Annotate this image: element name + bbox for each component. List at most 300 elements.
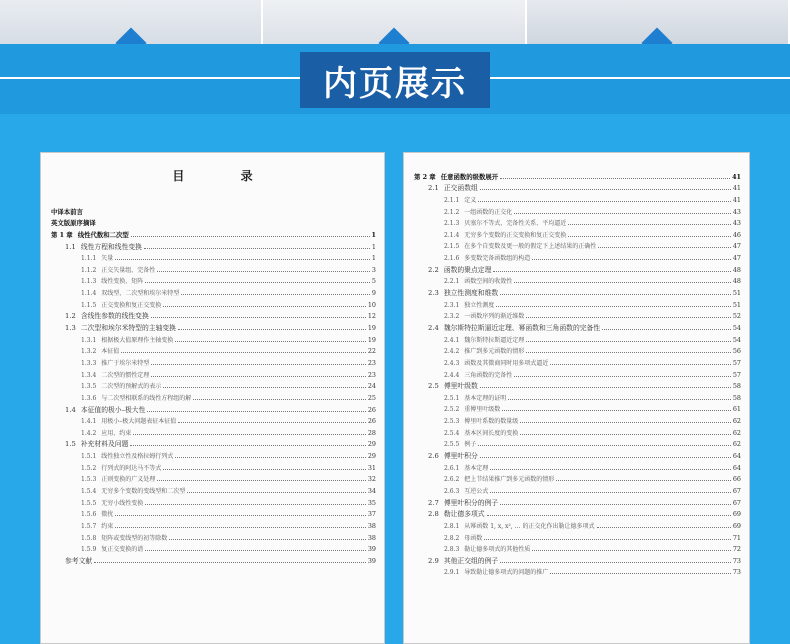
toc-leader-dots	[602, 329, 731, 330]
toc-entry-text: 重傅里叶级数	[464, 406, 501, 414]
toc-entry	[51, 530, 376, 542]
toc-entry-text: 含线性参数的线性变换	[80, 312, 149, 321]
toc-entry-text: 函数及其微商同时用多项式逼近	[464, 359, 549, 367]
toc-leader-dots	[478, 201, 731, 202]
toc-entry-number: 1.5.3	[81, 476, 97, 484]
toc-leader-dots	[478, 445, 731, 446]
arrow-marker-icon	[115, 27, 146, 44]
toc-entry	[414, 507, 741, 519]
toc-entry-number: 1.1.1	[81, 255, 97, 263]
toc-entry-number: 2.1.4	[444, 231, 460, 239]
toc-list-right	[414, 169, 741, 576]
toc-leader-dots	[163, 387, 366, 388]
toc-entry	[51, 251, 376, 263]
toc-entry	[414, 262, 741, 274]
toc-entry-title	[51, 486, 185, 495]
toc-page-number: 57	[732, 358, 741, 367]
toc-entry-text: 基本定理的证明	[464, 394, 507, 402]
toc-page-number: 64	[732, 452, 741, 461]
toc-entry	[414, 565, 741, 577]
toc-entry-title	[51, 370, 149, 379]
toc-entry-text: 二次型的惯性定理	[101, 371, 150, 379]
toc-entry-number: 1.3.6	[81, 394, 97, 402]
toc-leader-dots	[550, 364, 731, 365]
toc-entry-number: 1.2	[65, 312, 76, 321]
toc-page-number: 69	[732, 510, 741, 519]
toc-leader-dots	[151, 376, 366, 377]
toc-entry	[414, 169, 741, 181]
toc-entry-title	[414, 218, 566, 227]
toc-page-number: 47	[732, 254, 741, 263]
toc-entry-number: 1.5.1	[81, 453, 97, 461]
toc-entry-title	[51, 381, 161, 390]
toc-entry-number: 1.1	[65, 242, 76, 251]
toc-entry-title	[414, 322, 600, 332]
toc-entry-number: 2.2	[428, 265, 439, 274]
toc-heading: 目 录	[172, 169, 279, 183]
toc-leader-dots	[496, 306, 731, 307]
toc-entry-text: 本征值	[101, 348, 120, 356]
toc-leader-dots	[131, 236, 370, 237]
toc-entry	[51, 285, 376, 297]
toc-page-number: 38	[367, 521, 376, 530]
toc-entry-number: 2.4.2	[444, 348, 460, 356]
toc-entry-text: 推广于埃尔米特型	[101, 359, 150, 367]
toc-entry	[414, 472, 741, 484]
toc-entry	[414, 553, 741, 565]
toc-leader-dots	[144, 248, 370, 249]
toc-entry-text: 正交变换和复正交变换	[101, 301, 162, 309]
toc-entry-title	[51, 438, 128, 448]
toc-entry-text: 无穷小线性变换	[101, 499, 144, 507]
toc-page-number: 73	[732, 556, 741, 565]
product-photo	[0, 0, 263, 44]
toc-entry-number: 1.4.2	[81, 429, 97, 437]
toc-entry-number: 2.6.1	[444, 464, 460, 472]
toc-leader-dots	[181, 294, 370, 295]
toc-leader-dots	[500, 178, 730, 179]
toc-entry-title	[414, 521, 595, 530]
toc-entry-number: 2.1.2	[444, 208, 460, 216]
toc-entry-text: 用极小–极大问题表征本征值	[101, 418, 177, 426]
toc-entry-text: 函数的聚点定理	[443, 265, 492, 274]
toc-list-left	[51, 204, 376, 565]
toc-entry-number: 2.3	[428, 289, 439, 298]
toc-page-number: 9	[371, 289, 376, 298]
toc-leader-dots	[568, 236, 731, 237]
toc-entry-title	[51, 474, 155, 483]
toc-page-number: 58	[732, 382, 741, 391]
toc-entry-title	[414, 264, 491, 274]
toc-entry	[414, 239, 741, 251]
toc-entry-number: 1.5.5	[81, 499, 97, 507]
toc-entry-text: 独立性测度	[464, 301, 495, 309]
toc-leader-dots	[157, 271, 370, 272]
toc-entry-title	[414, 358, 548, 367]
toc-entry-text: 多变数完备函数组的构造	[464, 255, 531, 263]
toc-entry-title	[51, 416, 176, 425]
toc-entry	[51, 227, 376, 239]
toc-entry-text: 正交函数组	[443, 184, 478, 193]
toc-page-number: 39	[367, 545, 376, 554]
toc-entry-title	[51, 310, 149, 320]
toc-entry-text: 其他正交组的例子	[443, 556, 499, 565]
toc-entry-title	[414, 393, 506, 402]
toc-entry	[414, 297, 741, 309]
toc-entry-number: 2.1.5	[444, 243, 460, 251]
toc-entry-number: 2.1	[428, 184, 439, 193]
toc-entry-number: 1.1.4	[81, 290, 97, 298]
toc-entry-text: 导致勒让德多项式的问题的推广	[464, 569, 549, 577]
toc-leader-dots	[500, 294, 731, 295]
toc-entry-title	[414, 533, 482, 542]
toc-page-number: 31	[367, 463, 376, 472]
toc-page-number: 1	[371, 254, 376, 263]
toc-entry-number: 2.4.3	[444, 359, 460, 367]
toc-page-number: 29	[367, 440, 376, 449]
toc-entry-title	[414, 230, 566, 239]
toc-entry-title	[414, 172, 498, 181]
toc-entry-text: 在多个自变数及更一般的假定下上述结果的正确性	[464, 243, 597, 251]
toc-entry-number: 2.1.1	[444, 196, 460, 204]
toc-leader-dots	[193, 399, 366, 400]
toc-leader-dots	[94, 562, 366, 563]
toc-entry-text: 中译本前言	[51, 207, 83, 216]
toc-leader-dots	[514, 376, 731, 377]
toc-page-number: 32	[367, 475, 376, 484]
toc-entry-title	[414, 253, 530, 262]
toc-entry-number: 2.9	[428, 556, 439, 565]
toc-entry	[51, 239, 376, 251]
toc-entry-title	[51, 335, 173, 344]
toc-entry-text: 从幂函数 1, x, x², … 的正交化作出勒让德多项式	[464, 522, 595, 530]
toc-page-number: 19	[367, 335, 376, 344]
toc-leader-dots	[178, 422, 366, 423]
toc-entry-title	[414, 555, 498, 565]
toc-entry	[414, 530, 741, 542]
toc-entry-title	[51, 498, 143, 507]
toc-entry-text: 一函数序列的渐近维数	[464, 313, 525, 321]
toc-entry-title	[51, 207, 83, 216]
toc-entry-title	[51, 451, 173, 460]
toc-entry	[51, 390, 376, 402]
toc-entry-text: 根据极大值原理作主轴变换	[101, 336, 174, 344]
toc-page-number: 12	[367, 312, 376, 321]
toc-page-number: 57	[732, 370, 741, 379]
toc-entry-text: 应用、约束	[101, 429, 132, 437]
toc-entry-title	[51, 241, 142, 251]
toc-entry-number: 1.3.3	[81, 359, 97, 367]
toc-entry	[414, 192, 741, 204]
toc-leader-dots	[178, 329, 366, 330]
toc-page-number: 48	[732, 277, 741, 286]
toc-page-number: 58	[732, 393, 741, 402]
toc-leader-dots	[484, 539, 731, 540]
toc-page-number: 54	[732, 335, 741, 344]
toc-entry-title	[414, 544, 530, 553]
toc-entry-title	[414, 195, 476, 204]
toc-entry	[414, 250, 741, 262]
toc-leader-dots	[133, 434, 366, 435]
toc-leader-dots	[115, 527, 366, 528]
toc-page-number: 67	[732, 498, 741, 507]
product-photo	[527, 0, 790, 44]
toc-page-number: 66	[732, 475, 741, 484]
toc-page-number: 62	[732, 440, 741, 449]
toc-entry	[51, 355, 376, 367]
toc-entry-number: 1.1.3	[81, 278, 97, 286]
toc-entry-number: 第 2 章	[414, 172, 436, 181]
toc-page-number: 22	[367, 347, 376, 356]
toc-entry-title	[51, 358, 149, 367]
toc-entry-number: 2.4.4	[444, 371, 460, 379]
toc-entry	[51, 216, 376, 228]
toc-page-left	[40, 152, 385, 644]
toc-page-number: 67	[732, 486, 741, 495]
banner-divider	[0, 77, 300, 79]
toc-leader-dots	[115, 515, 366, 516]
toc-entry	[414, 413, 741, 425]
toc-entry-title	[414, 404, 500, 413]
toc-entry-title	[51, 404, 145, 414]
toc-entry	[51, 320, 376, 332]
toc-entry-number: 2.5.1	[444, 394, 460, 402]
toc-entry-number: 1.5.8	[81, 534, 97, 542]
toc-leader-dots	[520, 434, 731, 435]
toc-entry-text: 一组函数的正交化	[464, 208, 513, 216]
toc-leader-dots	[502, 410, 731, 411]
toc-leader-dots	[568, 224, 731, 225]
toc-entry-number: 1.3.1	[81, 336, 97, 344]
toc-entry-text: 勒让德多项式的其他性质	[464, 546, 531, 554]
toc-entry	[414, 402, 741, 414]
toc-entry-text: 英文版原序摘译	[51, 219, 96, 228]
toc-page-number: 48	[732, 265, 741, 274]
toc-entry-text: 互逆公式	[464, 487, 489, 495]
toc-entry-text: 傅里叶积分	[443, 452, 478, 461]
toc-entry-text: 定义	[464, 196, 477, 204]
toc-entry-number: 2.6.2	[444, 476, 460, 484]
toc-entry-text: 与二次型相联系的线性方程组的解	[101, 394, 192, 402]
toc-leader-dots	[121, 352, 366, 353]
toc-entry	[414, 227, 741, 239]
toc-page-number: 1	[371, 230, 376, 239]
toc-page-number: 41	[732, 195, 741, 204]
toc-entry-number: 2.8	[428, 510, 439, 519]
toc-entry-number: 2.3.1	[444, 301, 460, 309]
toc-leader-dots	[187, 492, 366, 493]
toc-entry-number: 2.4	[428, 323, 439, 332]
toc-entry	[414, 204, 741, 216]
toc-leader-dots	[520, 422, 731, 423]
toc-page-number: 73	[732, 568, 741, 577]
toc-entry-number: 2.4.1	[444, 336, 460, 344]
toc-page-number: 23	[367, 370, 376, 379]
toc-leader-dots	[550, 573, 731, 574]
toc-leader-dots	[597, 527, 731, 528]
toc-leader-dots	[175, 457, 366, 458]
toc-leader-dots	[526, 317, 731, 318]
toc-entry-title	[414, 474, 554, 483]
toc-leader-dots	[508, 399, 731, 400]
toc-entry-title	[414, 463, 488, 472]
toc-leader-dots	[556, 480, 731, 481]
toc-entry-title	[51, 463, 161, 472]
toc-entry-number: 2.5.2	[444, 406, 460, 414]
toc-entry-number: 1.5	[65, 440, 76, 449]
toc-entry-text: 二次型的预解式的表示	[101, 383, 162, 391]
toc-entry-text: 本征值的极小–极大性	[80, 405, 146, 414]
toc-entry-title	[51, 521, 113, 530]
toc-entry-text: 魏尔斯特拉斯逼近定理	[464, 336, 525, 344]
toc-entry-title	[414, 346, 524, 355]
toc-entry-text: 参考文献	[65, 556, 93, 565]
toc-leader-dots	[115, 259, 370, 260]
toc-leader-dots	[526, 341, 731, 342]
toc-entry-title	[414, 276, 512, 285]
toc-entry-title	[414, 370, 512, 379]
toc-entry	[414, 367, 741, 379]
toc-page-number: 47	[732, 242, 741, 251]
toc-entry-text: 约束	[101, 522, 114, 530]
toc-page-number: 62	[732, 417, 741, 426]
toc-entry-number: 2.2.1	[444, 278, 460, 286]
toc-page-number: 10	[367, 300, 376, 309]
toc-leader-dots	[145, 282, 370, 283]
toc-leader-dots	[163, 469, 366, 470]
toc-entry-number: 2.5.5	[444, 441, 460, 449]
toc-entry-text: 基本区间长度的变换	[464, 429, 519, 437]
toc-entry	[414, 181, 741, 193]
toc-page-number: 37	[367, 510, 376, 519]
toc-entry-title	[51, 322, 176, 332]
toc-entry-title	[51, 555, 92, 565]
toc-page-number: 3	[371, 265, 376, 274]
toc-entry-title	[51, 544, 143, 553]
toc-leader-dots	[514, 213, 731, 214]
toc-entry-title	[51, 265, 155, 274]
product-photo	[263, 0, 526, 44]
toc-page-number: 19	[367, 324, 376, 333]
banner-title-box	[300, 52, 490, 108]
toc-page-number: 34	[367, 487, 376, 496]
toc-entry-text: 复正交变换的谱	[101, 546, 144, 554]
toc-entry	[414, 379, 741, 391]
toc-entry-title	[414, 207, 512, 216]
toc-leader-dots	[532, 550, 731, 551]
toc-page-number: 72	[732, 545, 741, 554]
toc-entry-text: 无穷多个变数的正交变换和复正交变换	[464, 231, 567, 239]
toc-entry-number: 2.7	[428, 498, 439, 507]
toc-leader-dots	[145, 550, 366, 551]
toc-entry-number: 1.5.9	[81, 546, 97, 554]
toc-leader-dots	[532, 259, 731, 260]
toc-entry-number: 2.1.6	[444, 255, 460, 263]
toc-page-number: 43	[732, 219, 741, 228]
toc-leader-dots	[145, 504, 366, 505]
toc-entry	[51, 344, 376, 356]
toc-entry	[414, 495, 741, 507]
toc-page-right	[403, 152, 750, 644]
toc-entry	[51, 507, 376, 519]
toc-leader-dots	[480, 387, 731, 388]
toc-entry-number: 1.4.1	[81, 418, 97, 426]
toc-entry	[414, 285, 741, 297]
toc-page-number: 64	[732, 463, 741, 472]
toc-entry	[51, 437, 376, 449]
toc-entry-title	[51, 346, 119, 355]
toc-entry-text: 母函数	[464, 534, 483, 542]
toc-page-number: 39	[367, 556, 376, 565]
toc-leader-dots	[490, 492, 731, 493]
toc-entry-text: 把上节结果推广到多元函数的情形	[464, 476, 555, 484]
banner-title: 内页展示	[323, 63, 467, 104]
toc-entry-number: 1.3	[65, 324, 76, 333]
toc-entry-text: 线性代数和二次型	[77, 230, 129, 239]
toc-page-number: 61	[732, 405, 741, 414]
toc-entry-text: 微扰	[101, 511, 114, 519]
toc-entry-text: 矩阵或变线型的初等除数	[101, 534, 168, 542]
toc-entry	[51, 414, 376, 426]
toc-entry	[414, 344, 741, 356]
toc-entry-title	[51, 509, 113, 518]
toc-entry-text: 傅里叶级数	[443, 382, 478, 391]
toc-leader-dots	[500, 504, 731, 505]
toc-entry-text: 独立性测度和维数	[443, 289, 499, 298]
toc-entry	[414, 518, 741, 530]
toc-entry-text: 三角函数的完备性	[464, 371, 513, 379]
toc-page-number: 24	[367, 382, 376, 391]
toc-entry-text: 正则变换的广义处理	[101, 476, 156, 484]
toc-entry	[51, 542, 376, 554]
toc-entry-text: 线性方程和线性变换	[80, 242, 142, 251]
toc-entry	[51, 367, 376, 379]
toc-entry	[51, 472, 376, 484]
toc-entry-text: 例子	[464, 441, 477, 449]
toc-leader-dots	[151, 317, 366, 318]
toc-entry-text: 线性变换、矩阵	[101, 278, 144, 286]
toc-leader-dots	[480, 457, 731, 458]
toc-entry-title	[51, 218, 96, 227]
toc-entry	[414, 437, 741, 449]
toc-leader-dots	[490, 469, 731, 470]
toc-leader-dots	[175, 341, 366, 342]
toc-page-number: 23	[367, 358, 376, 367]
toc-entry-text: 勒让德多项式	[443, 510, 485, 519]
toc-entry-title	[414, 486, 488, 495]
toc-entry	[414, 320, 741, 332]
toc-page-number: 51	[732, 300, 741, 309]
toc-entry-title	[414, 182, 478, 192]
toc-entry-text: 基本定理	[464, 464, 489, 472]
toc-entry-title	[414, 380, 478, 390]
toc-entry	[51, 262, 376, 274]
toc-entry-title	[414, 416, 518, 425]
toc-entry-title	[51, 288, 179, 297]
toc-entry	[414, 332, 741, 344]
toc-entry-text: 线性独立性及格拉姆行列式	[101, 453, 174, 461]
toc-entry	[51, 448, 376, 460]
toc-entry-title	[51, 253, 113, 262]
toc-page-number: 71	[732, 533, 741, 542]
toc-entry-text: 傅里叶积分的例子	[443, 498, 499, 507]
toc-entry	[414, 483, 741, 495]
toc-entry	[414, 274, 741, 286]
toc-leader-dots	[480, 189, 731, 190]
toc-entry-number: 2.8.3	[444, 546, 460, 554]
toc-entry-number: 2.6	[428, 452, 439, 461]
toc-entry-title	[414, 287, 498, 297]
